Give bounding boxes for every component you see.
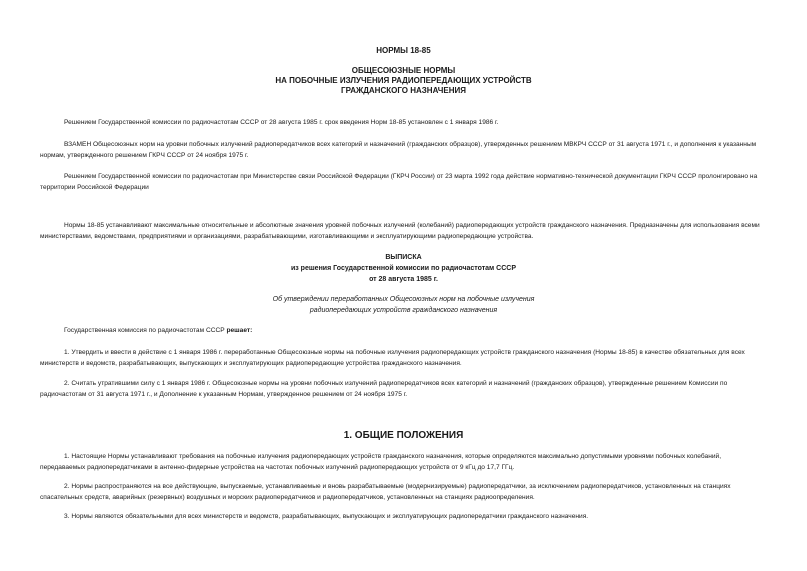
commission-decides (40, 326, 767, 337)
section-1-paragraph-3: 3. Нормы являются обязательными для всех министерств и ведомств, разрабатывающих, выпускающих и эксплуатирующих радиопередатчики гражданского назначения. (64, 513, 589, 520)
commission-decides-bold: решает: (226, 327, 253, 334)
preamble-effective-date: Решением Государственной комиссии по радиочастотам СССР от 28 августа 1985 г. срок введения Норм 18-85 установлен с 1 января 1986 г. (64, 119, 499, 126)
decision-item-1: 1. Утвердить и ввести в действие с 1 января 1986 г. переработанные Общесоюзные нормы на побочные излучения радиопередающих устройств гражданского назначения (Нормы 18-85) в качестве обязательных для всех министерств и ведомств, разрабатывающих, выпускающих и эксплуатирующих радиопередающие устройства гражданского назначения. (40, 349, 745, 367)
preamble-prolongation: Решением Государственной комиссии по радиочастотам при Министерстве связи Российской Федерации (ГКРЧ России) от 23 марта 1992 года действие нормативно-технической документации ГКРЧ СССР пролонгировано на территории Российской Федерации (40, 173, 758, 191)
extract-from-line: из решения Государственной комиссии по радиочастотам СССР (290, 265, 517, 272)
commission-decides-text: Государственная комиссия по радиочастотам СССР (64, 327, 227, 334)
preamble-scope: Нормы 18-85 устанавливают максимальные относительные и абсолютные значения уровней побочных излучений (колебаний) радиопередающих устройств гражданского назначения. Предназначены для использования всеми министерствами, ведомствами, предприятиями и организациями, разрабатывающими, изготавливающими и эксплуатирующими радиопередающие устройства. (40, 222, 760, 240)
extract-date-line: от 28 августа 1985 г. (369, 276, 438, 283)
decision-item-2: 2. Считать утратившими силу с 1 января 1986 г. Общесоюзные нормы на уровни побочных излучений радиопередатчиков всех категорий и назначений (гражданских образцов), утвержденные решением Комиссии по радиочастотам от 31 августа 1971 г., и Дополнение к указанным Нормам, утвержденное решением от 24 ноября 1975 г. (40, 380, 728, 398)
section-1-paragraph-1: 1. Настоящие Нормы устанавливают требования на побочные излучения радиопередающих устройств гражданского назначения, которые определяются максимально допустимыми уровнями побочных колебаний, передаваемых радиопередатчиками в антенно-фидерные устройства на частотах побочных излучений радиопередающих устройств от 9 кГц до 17,7 ГГц. (40, 453, 722, 471)
section-1-heading: 1. ОБЩИЕ ПОЛОЖЕНИЯ (343, 430, 464, 441)
extract-subject-line-1: Об утверждении переработанных Общесоюзных норм на побочные излучения (272, 296, 535, 303)
preamble-replaces: ВЗАМЕН Общесоюзных норм на уровни побочных излучений радиопередатчиков всех категорий и назначений (гражданских образцов), утвержденных решением МВКРЧ СССР от 31 августа 1971 г., и дополнения к указанным нормам, утвержденного решением ГКРЧ СССР от 24 ноября 1975 г. (40, 141, 757, 159)
extract-subject-line-2: радиопередающих устройств гражданского назначения (309, 307, 498, 314)
title-line-1: ОБЩЕСОЮЗНЫЕ НОРМЫ (351, 66, 456, 75)
title-line-3: ГРАЖДАНСКОГО НАЗНАЧЕНИЯ (341, 86, 466, 95)
norm-number: НОРМЫ 18-85 (376, 46, 431, 55)
extract-heading: ВЫПИСКА (385, 254, 422, 261)
section-1-paragraph-2: 2. Нормы распространяются на все действующие, выпускаемые, устанавливаемые и вновь разрабатываемые (модернизируемые) радиопередатчики, за исключением радиопередатчиков, установленных на станциях спасательных средств, аварийных (резервных) воздушных и морских радиопередатчиков и радиопередатчиков, установленных на станциях радиоопределения. (40, 483, 731, 501)
title-line-2: НА ПОБОЧНЫЕ ИЗЛУЧЕНИЯ РАДИОПЕРЕДАЮЩИХ УСТРОЙСТВ (275, 76, 532, 85)
